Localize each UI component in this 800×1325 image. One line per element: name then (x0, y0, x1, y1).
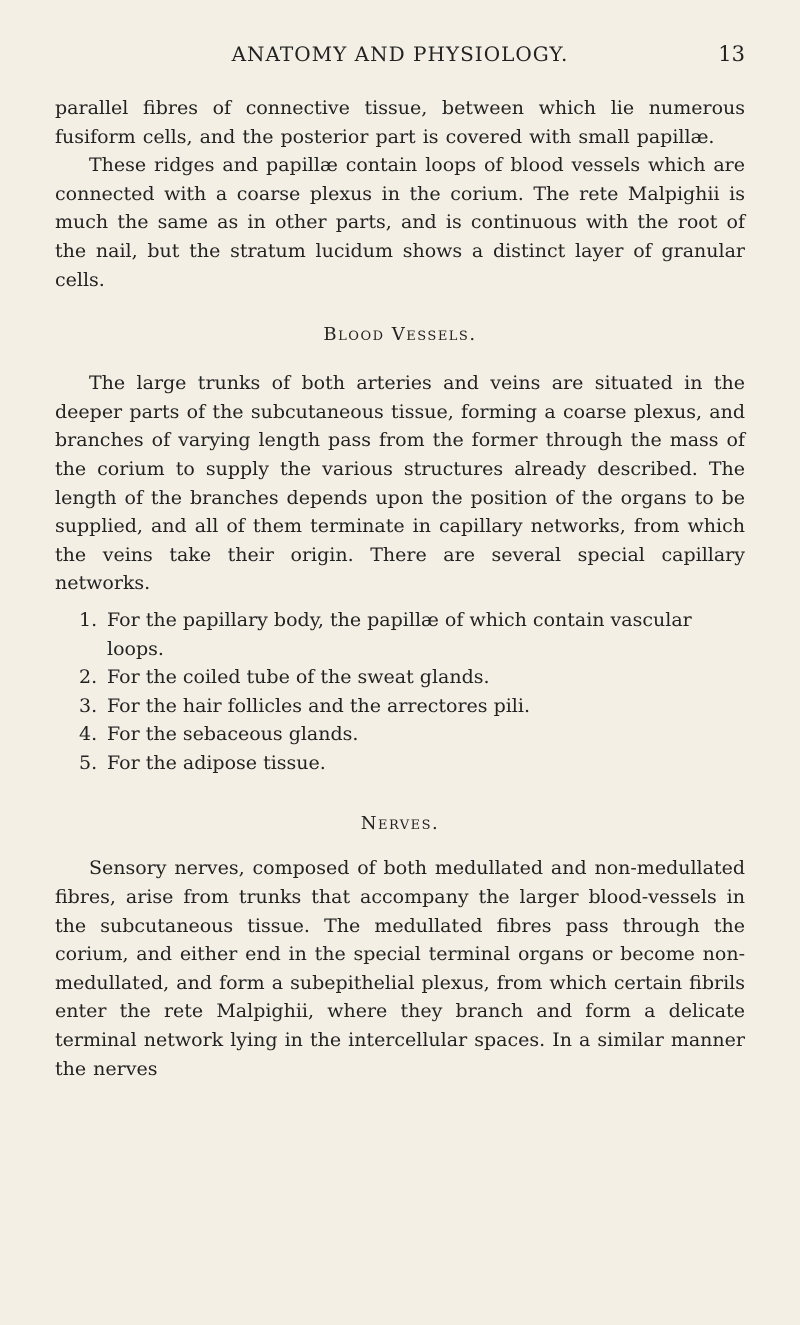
list-item-number: 3. (79, 694, 98, 717)
running-head (55, 42, 745, 72)
list-item-text: For the hair follicles and the arrectores pili. (107, 694, 531, 717)
list-item-text: For the adipose tissue. (107, 751, 326, 774)
body-text (55, 94, 745, 1083)
paragraph-continuation: parallel fibres of connective tissue, between which lie numerous fusiform cells, and the posterior part is covered with small papillæ. (55, 97, 745, 148)
paragraph-ridges: These ridges and papillæ contain loops of blood vessels which are connected with a coarse plexus in the corium. The rete Malpighii is much the same as in other parts, and is continuous with the root of the nail, but the stratum lucidum shows a distinct layer of granular cells. (55, 154, 745, 291)
capillary-network-list (55, 606, 745, 778)
list-item (55, 663, 745, 692)
list-item (55, 692, 745, 721)
list-item-text: For the sebaceous glands. (107, 723, 359, 746)
list-item-number: 5. (79, 751, 98, 774)
list-item (55, 606, 745, 663)
list-item (55, 720, 745, 749)
paragraph-nerves: Sensory nerves, composed of both medullated and non-medullated fibres, arise from trunks that accompany the larger blood-vessels in the subcutaneous tissue. The medullated fibres pass through the corium, and either end in the special terminal organs or become non-medullated, and form a subepithelial plexus, from which certain fibrils enter the rete Malpighii, where they branch and form a delicate terminal network lying in the intercellular spaces. In a similar manner the nerves (55, 857, 745, 1080)
list-item-text: For the coiled tube of the sweat glands. (107, 666, 490, 689)
list-item (55, 749, 745, 778)
list-item-number: 4. (79, 723, 98, 746)
page-number: 13 (718, 42, 745, 66)
list-item-number: 2. (79, 666, 98, 689)
heading-nerves: Nerves. (360, 813, 440, 835)
heading-blood-vessels: Blood Vessels. (323, 324, 477, 346)
running-title: ANATOMY AND PHYSIOLOGY. (231, 42, 569, 66)
paragraph-blood-vessels: The large trunks of both arteries and veins are situated in the deeper parts of the subcutaneous tissue, forming a coarse plexus, and branches of varying length pass from the former through the mass of the corium to supply the various structures already described. The length of the branches depends upon the position of the organs to be supplied, and all of them terminate in capillary networks, from which the veins take their origin. There are several special capillary networks. (55, 372, 745, 595)
list-item-text: For the papillary body, the papillæ of which contain vascular loops. (107, 608, 692, 660)
list-item-number: 1. (79, 608, 98, 631)
